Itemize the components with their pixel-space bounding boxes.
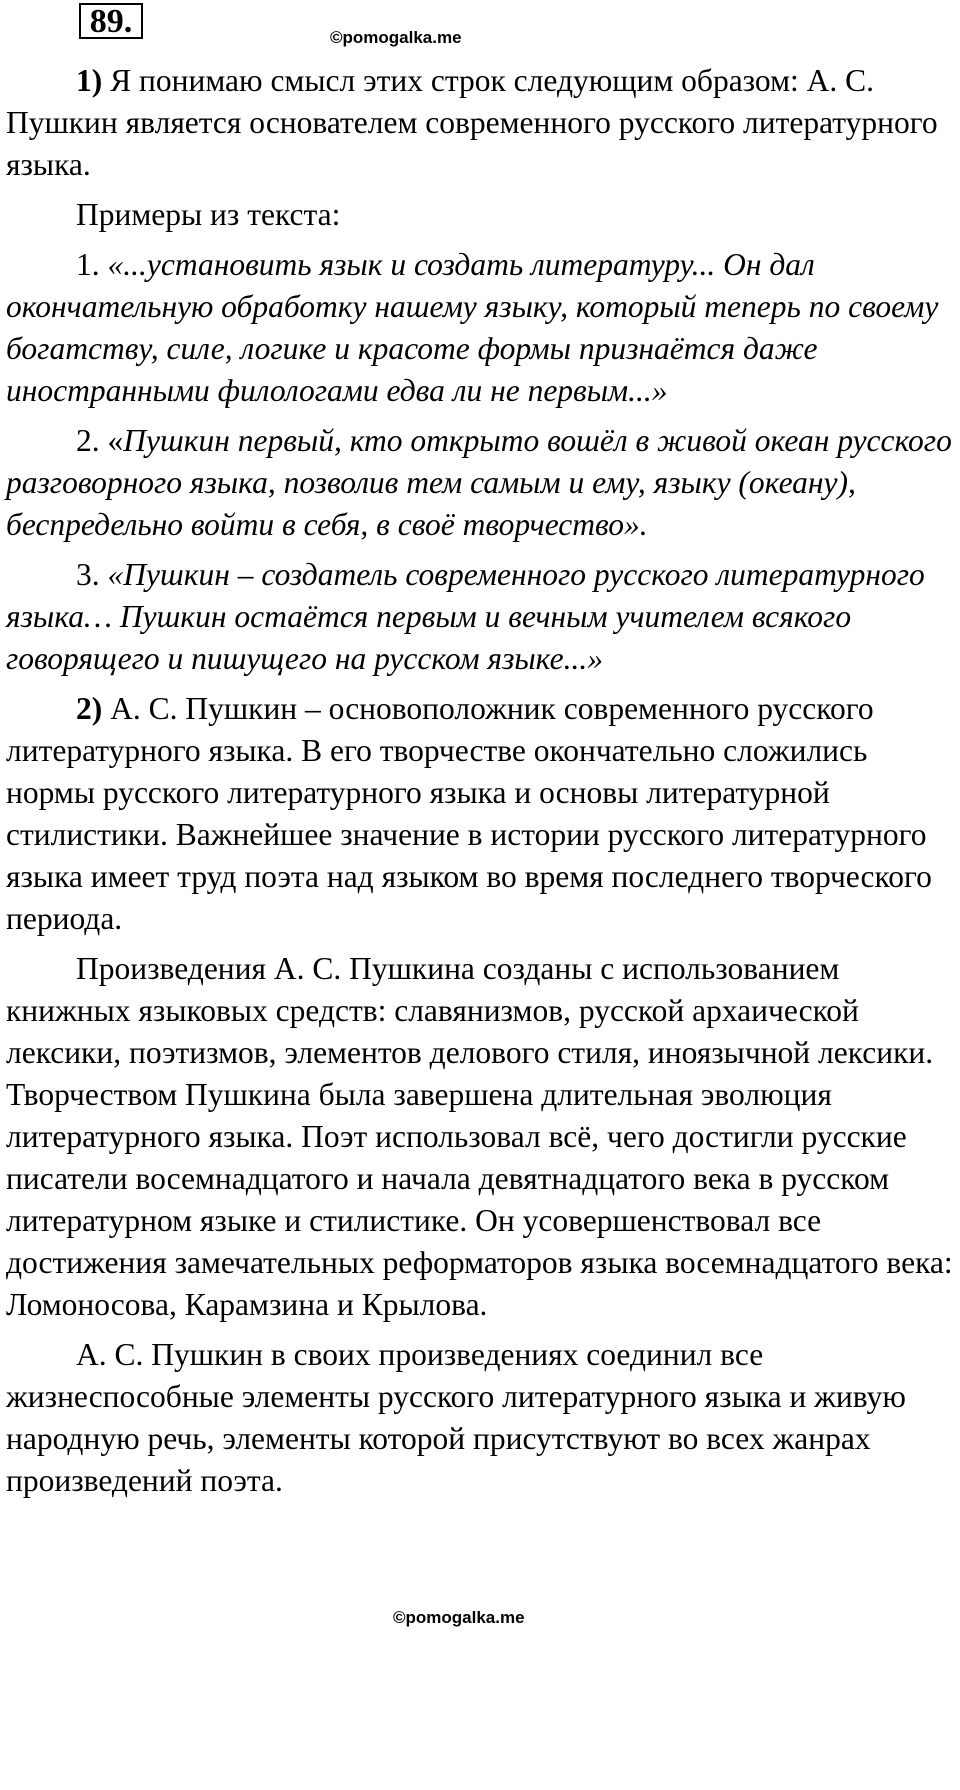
watermark-top: ©pomogalka.me — [330, 28, 462, 47]
example-quote: Пушкин первый, кто открыто вошёл в живой океан русского разговорного языка, позволив тем самым и ему, языку (океану), беспредельно войти в себя, в своё творчество». — [6, 423, 952, 542]
example-3 — [6, 554, 956, 680]
example-number: 1. — [76, 247, 108, 282]
answer-text — [6, 60, 956, 1502]
paragraph-text: Я понимаю смысл этих строк следующим образом: А. С. Пушкин является основателем современного русского литературного языка. — [6, 63, 938, 182]
watermark-bottom: ©pomogalka.me — [393, 1608, 525, 1627]
example-1 — [6, 244, 956, 412]
paragraph-2 — [6, 688, 956, 940]
examples-heading: Примеры из текста: — [76, 197, 341, 232]
paragraph-4: А. С. Пушкин в своих произведениях соединил все жизнеспособные элементы русского литературного языка и живую народную речь, элементы которой присутствуют во всех жанрах произведений поэта. — [6, 1337, 906, 1498]
example-quote: «Пушкин – создатель современного русского литературного языка… Пушкин остаётся первым и вечным учителем всякого говорящего и пишущего на русском языке...» — [6, 557, 925, 676]
part-label-2: 2) — [76, 691, 103, 726]
example-2 — [6, 420, 956, 546]
example-quote: «...установить язык и создать литературу... Он дал окончательную обработку нашему языку, который теперь по своему богатству, силе, логике и красоте формы признаётся даже иностранными филологами едва ли не первым...» — [6, 247, 939, 408]
part-label-1: 1) — [76, 63, 103, 98]
paragraph-text: А. С. Пушкин – основоположник современного русского литературного языка. В его творчестве окончательно сложились нормы русского литературного языка и основы литературной стилистики. Важнейшее значение в истории русского литературного языка имеет труд поэта над языком во время последнего творческого периода. — [6, 691, 932, 936]
paragraph-3: Произведения А. С. Пушкина созданы с использованием книжных языковых средств: славянизмов, русской архаической лексики, поэтизмов, элементов делового стиля, иноязычной лексики. Творчеством Пушкина была завершена длительная эволюция литературного языка. Поэт использовал всё, чего достигли русские писатели восемнадцатого и начала девятнадцатого века в русском литературном языке и стилистике. Он усовершенствовал все достижения замечательных реформаторов языка восемнадцатого века: Ломоносова, Карамзина и Крылова. — [6, 951, 953, 1322]
example-number: 2. « — [76, 423, 124, 458]
paragraph-1 — [6, 60, 956, 186]
example-number: 3. — [76, 557, 108, 592]
exercise-number: 89. — [79, 3, 143, 39]
